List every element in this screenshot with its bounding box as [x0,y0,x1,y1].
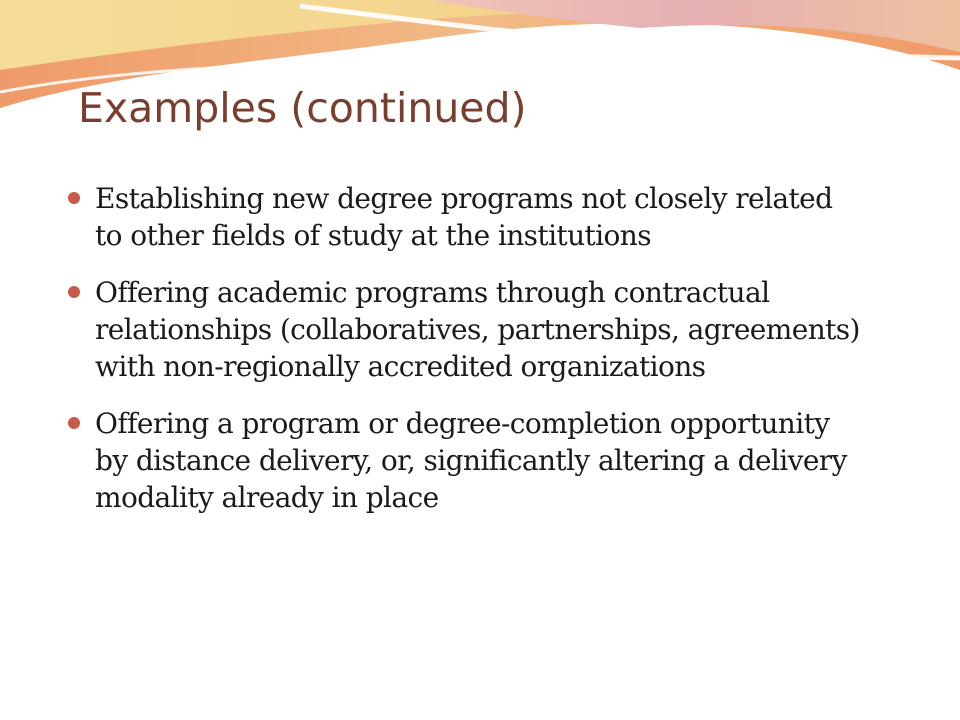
bullet-marker-icon [68,417,80,429]
bullet-text: Offering academic programs through contractual relationships (collaboratives, partnerships, agreements) with non-regionally accredited organizations [95,276,860,383]
slide-title: Examples (continued) [78,84,527,132]
bullet-item [66,405,866,516]
bullet-list [66,180,866,536]
bullet-text: Offering a program or degree-completion opportunity by distance delivery, or, significantly altering a delivery modality already in place [95,407,847,514]
bullet-item [66,180,866,254]
bullet-marker-icon [68,286,80,298]
bullet-item [66,274,866,385]
bullet-text: Establishing new degree programs not closely related to other fields of study at the institutions [95,182,833,252]
bullet-marker-icon [68,192,80,204]
